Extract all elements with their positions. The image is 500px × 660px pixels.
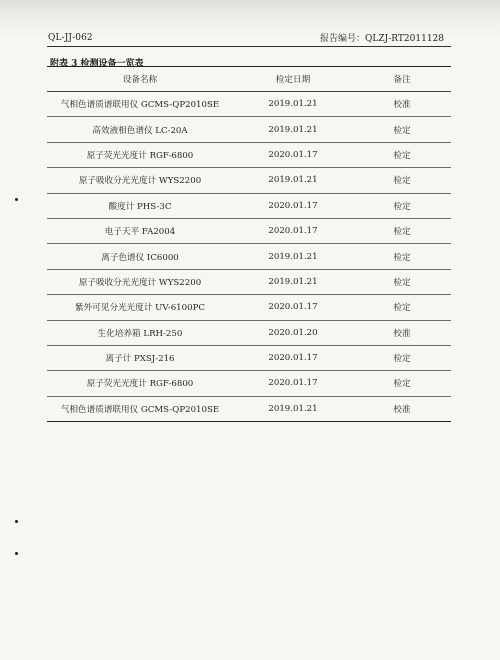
cell-calibration-date: 2019.01.21 [233, 396, 353, 421]
cell-remark: 检定 [353, 117, 451, 142]
cell-remark: 检定 [353, 295, 451, 320]
cell-equipment-name: 原子荧光光度计 RGF-6800 [47, 371, 233, 396]
table-row [47, 371, 451, 396]
table-row [47, 92, 451, 117]
cell-calibration-date: 2020.01.17 [233, 218, 353, 243]
cell-remark: 校准 [353, 396, 451, 421]
cell-equipment-name: 气相色谱质谱联用仪 GCMS-QP2010SE [47, 396, 233, 421]
table-row [47, 168, 451, 193]
cell-remark: 检定 [353, 345, 451, 370]
cell-remark: 检定 [353, 193, 451, 218]
table-row [47, 396, 451, 421]
cell-equipment-name: 生化培养箱 LRH-250 [47, 320, 233, 345]
cell-calibration-date: 2019.01.21 [233, 92, 353, 117]
column-header-note: 备注 [353, 67, 451, 92]
table-row [47, 244, 451, 269]
table-header-row [47, 67, 451, 92]
scan-speck [15, 552, 18, 555]
table-row [47, 345, 451, 370]
cell-remark: 检定 [353, 244, 451, 269]
column-header-date: 检定日期 [233, 67, 353, 92]
cell-equipment-name: 高效液相色谱仪 LC-20A [47, 117, 233, 142]
cell-calibration-date: 2020.01.17 [233, 295, 353, 320]
table-row [47, 269, 451, 294]
cell-equipment-name: 酸度计 PHS-3C [47, 193, 233, 218]
cell-remark: 检定 [353, 168, 451, 193]
table-row [47, 320, 451, 345]
table-caption: 附表 3 检测设备一览表 [50, 59, 144, 69]
cell-remark: 检定 [353, 371, 451, 396]
cell-calibration-date: 2020.01.17 [233, 371, 353, 396]
equipment-table [47, 66, 451, 422]
table-row [47, 218, 451, 243]
table-body [47, 92, 451, 422]
cell-equipment-name: 原子荧光光度计 RGF-6800 [47, 142, 233, 167]
table-row [47, 142, 451, 167]
cell-equipment-name: 离子计 PXSJ-216 [47, 345, 233, 370]
cell-calibration-date: 2019.01.21 [233, 168, 353, 193]
cell-calibration-date: 2020.01.17 [233, 193, 353, 218]
cell-calibration-date: 2019.01.21 [233, 117, 353, 142]
cell-remark: 校准 [353, 320, 451, 345]
cell-remark: 检定 [353, 269, 451, 294]
cell-calibration-date: 2020.01.20 [233, 320, 353, 345]
cell-remark: 校准 [353, 92, 451, 117]
cell-equipment-name: 原子吸收分光光度计 WYS2200 [47, 269, 233, 294]
cell-equipment-name: 紫外可见分光光度计 UV-6100PC [47, 295, 233, 320]
column-header-name: 设备名称 [47, 67, 233, 92]
cell-equipment-name: 离子色谱仪 IC6000 [47, 244, 233, 269]
cell-equipment-name: 电子天平 FA2004 [47, 218, 233, 243]
cell-calibration-date: 2020.01.17 [233, 345, 353, 370]
scan-speck [15, 520, 18, 523]
cell-calibration-date: 2019.01.21 [233, 244, 353, 269]
cell-equipment-name: 原子吸收分光光度计 WYS2200 [47, 168, 233, 193]
document-code: QL-JJ-062 [48, 33, 93, 43]
cell-calibration-date: 2019.01.21 [233, 269, 353, 294]
table-row [47, 117, 451, 142]
cell-calibration-date: 2020.01.17 [233, 142, 353, 167]
cell-equipment-name: 气相色谱质谱联用仪 GCMS-QP2010SE [47, 92, 233, 117]
cell-remark: 检定 [353, 142, 451, 167]
cell-remark: 检定 [353, 218, 451, 243]
header-rule [47, 46, 451, 47]
report-number: 报告编号：QLZJ-RT2011128 [320, 34, 444, 44]
table-row [47, 193, 451, 218]
table-row [47, 295, 451, 320]
scan-speck [15, 198, 18, 201]
